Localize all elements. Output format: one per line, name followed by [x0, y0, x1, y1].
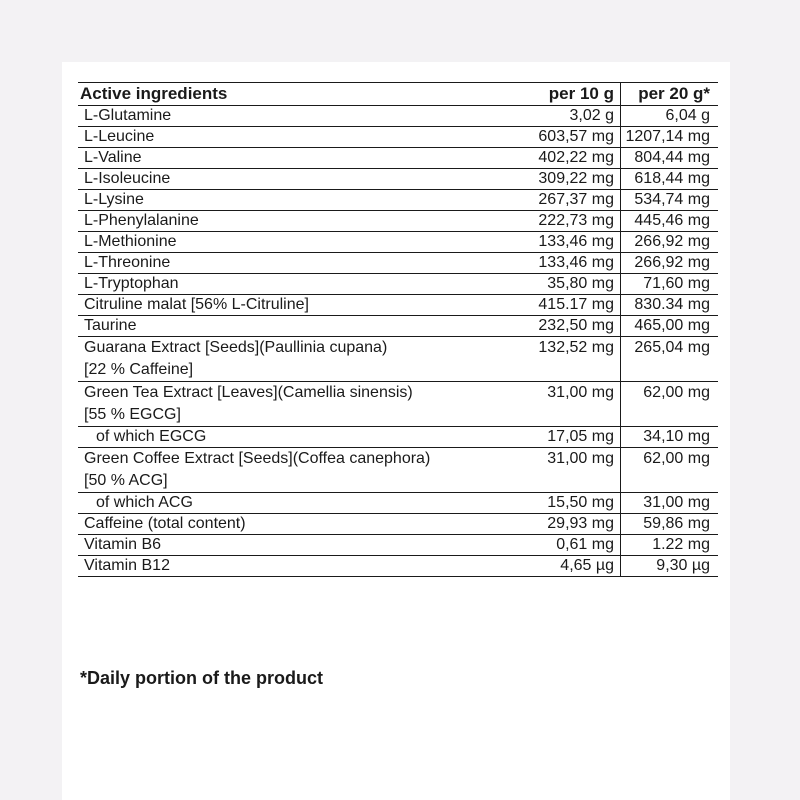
amount-per-10g: 267,37 mg: [521, 190, 621, 210]
table-row: [78, 106, 718, 127]
header-per-10g: per 10 g: [521, 83, 621, 105]
ingredient-name: Guarana Extract [Seeds](Paullinia cupana) [22 % Caffeine]: [84, 339, 388, 378]
amount-per-10g: 415.17 mg: [521, 295, 621, 315]
ingredient-name: L-Threonine: [84, 254, 171, 271]
amount-per-10g: 4,65 µg: [521, 556, 621, 576]
amount-per-20g: 1.22 mg: [652, 536, 710, 553]
table-row: [78, 295, 718, 316]
amount-per-20g: 71,60 mg: [643, 275, 710, 292]
table-row: [78, 514, 718, 535]
amount-per-20g: 266,92 mg: [634, 233, 710, 250]
amount-per-20g: 9,30 µg: [656, 557, 710, 574]
ingredients-table: [78, 82, 718, 577]
amount-per-10g: 17,05 mg: [521, 427, 621, 447]
table-row: [78, 337, 718, 382]
ingredient-name: L-Valine: [84, 149, 142, 166]
table-row: [78, 535, 718, 556]
table-row: [78, 427, 718, 448]
amount-per-20g: 62,00 mg: [643, 384, 710, 401]
ingredient-name: L-Isoleucine: [84, 170, 171, 187]
table-row: [78, 211, 718, 232]
amount-per-20g: 445,46 mg: [634, 212, 710, 229]
table-row: [78, 274, 718, 295]
table-row: [78, 127, 718, 148]
amount-per-10g: 35,80 mg: [521, 274, 621, 294]
ingredient-name: Vitamin B12: [84, 557, 170, 574]
table-row: [78, 316, 718, 337]
ingredient-name: L-Phenylalanine: [84, 212, 199, 229]
ingredient-name: Vitamin B6: [84, 536, 162, 553]
amount-per-10g: 133,46 mg: [521, 253, 621, 273]
amount-per-20g: 534,74 mg: [634, 191, 710, 208]
amount-per-20g: 59,86 mg: [643, 515, 710, 532]
table-row: [78, 148, 718, 169]
amount-per-20g: 465,00 mg: [634, 317, 710, 334]
amount-per-10g: 31,00 mg: [521, 448, 621, 492]
amount-per-10g: 3,02 g: [521, 106, 621, 126]
ingredient-name: L-Leucine: [84, 128, 155, 145]
ingredient-name: L-Glutamine: [84, 107, 172, 124]
header-active-ingredients: Active ingredients: [80, 84, 228, 103]
amount-per-10g: 402,22 mg: [521, 148, 621, 168]
table-row: [78, 232, 718, 253]
amount-per-20g: 6,04 g: [665, 107, 710, 124]
amount-per-10g: 603,57 mg: [521, 127, 621, 147]
table-row: [78, 190, 718, 211]
amount-per-20g: 1207,14 mg: [625, 128, 710, 145]
amount-per-10g: 222,73 mg: [521, 211, 621, 231]
ingredient-name: Taurine: [84, 317, 137, 334]
ingredient-name: Green Coffee Extract [Seeds](Coffea canephora) [50 % ACG]: [84, 450, 431, 489]
amount-per-10g: 31,00 mg: [521, 382, 621, 426]
amount-per-10g: 15,50 mg: [521, 493, 621, 513]
ingredient-name: Citruline malat [56% L-Citruline]: [84, 296, 309, 313]
daily-portion-footnote: *Daily portion of the product: [80, 668, 323, 688]
ingredient-name: L-Tryptophan: [84, 275, 179, 292]
table-row: [78, 556, 718, 577]
amount-per-10g: 232,50 mg: [521, 316, 621, 336]
amount-per-20g: 62,00 mg: [643, 450, 710, 467]
amount-per-20g: 266,92 mg: [634, 254, 710, 271]
ingredient-name: Green Tea Extract [Leaves](Camellia sinensis) [55 % EGCG]: [84, 384, 413, 423]
amount-per-10g: 0,61 mg: [521, 535, 621, 555]
table-row: [78, 253, 718, 274]
table-row: [78, 448, 718, 493]
amount-per-20g: 618,44 mg: [634, 170, 710, 187]
amount-per-20g: 265,04 mg: [634, 339, 710, 356]
amount-per-20g: 34,10 mg: [643, 428, 710, 445]
amount-per-10g: 309,22 mg: [521, 169, 621, 189]
header-per-20g: per 20 g*: [638, 84, 710, 103]
ingredient-name: L-Methionine: [84, 233, 177, 250]
amount-per-10g: 133,46 mg: [521, 232, 621, 252]
amount-per-20g: 31,00 mg: [643, 494, 710, 511]
ingredient-name: of which EGCG: [96, 428, 207, 445]
amount-per-20g: 804,44 mg: [634, 149, 710, 166]
table-row: [78, 169, 718, 190]
table-row: [78, 493, 718, 514]
amount-per-20g: 830.34 mg: [634, 296, 710, 313]
ingredient-name: Caffeine (total content): [84, 515, 246, 532]
table-row: [78, 382, 718, 427]
ingredient-name: L-Lysine: [84, 191, 144, 208]
amount-per-10g: 132,52 mg: [521, 337, 621, 381]
amount-per-10g: 29,93 mg: [521, 514, 621, 534]
ingredient-name: of which ACG: [96, 494, 193, 511]
table-header-row: [78, 83, 718, 106]
